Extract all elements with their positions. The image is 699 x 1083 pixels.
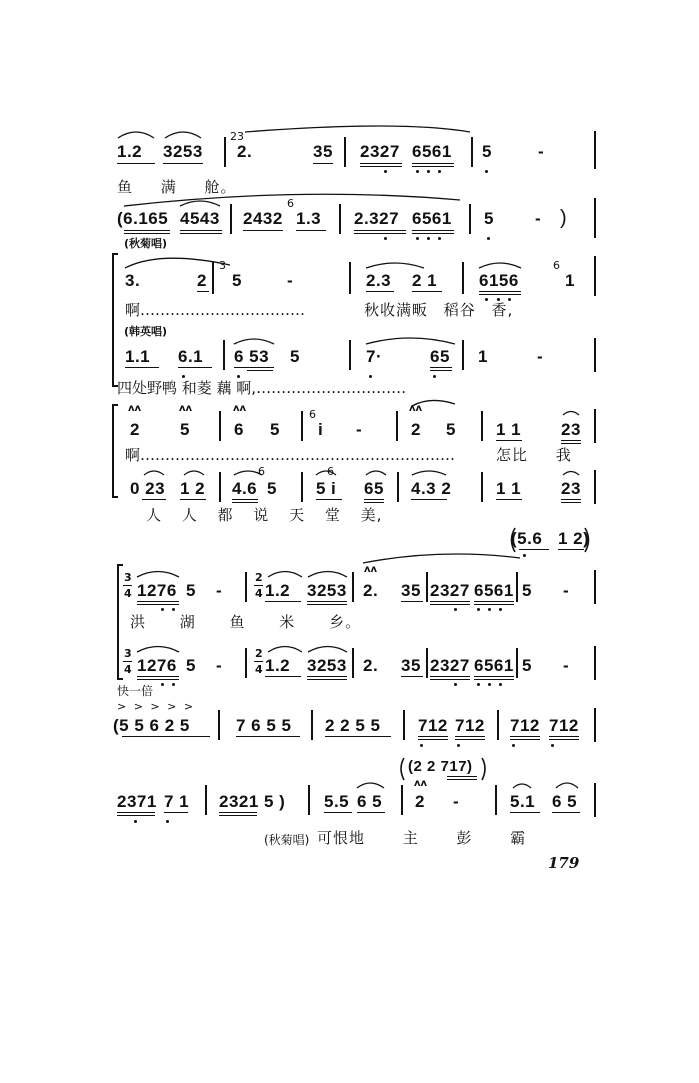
note-group: 6561	[412, 142, 452, 161]
note-group: 5	[446, 420, 456, 439]
note-group: 1 2	[180, 479, 206, 498]
note-group: 2.	[237, 142, 253, 161]
note-group: -	[538, 142, 545, 161]
grace-note: 6	[287, 197, 294, 210]
singer-label: (秋菊唱)	[264, 833, 310, 847]
note-group: 23	[561, 420, 581, 439]
accent-marks: > > > > >	[117, 700, 196, 713]
note-group: 712	[549, 716, 579, 735]
lyric-line: 四处野鸭 和菱 藕 啊,…………………………	[117, 379, 407, 397]
lyric-line: 啊……………………………	[125, 301, 306, 319]
note-group: 2327	[430, 581, 470, 600]
note-group: 2327	[360, 142, 400, 161]
note-group: 2432	[243, 209, 283, 228]
note-group: 712	[418, 716, 448, 735]
note-group: 2 2 5 5	[325, 716, 381, 735]
note-group: 7 1	[164, 792, 190, 811]
note-group: 5	[186, 581, 196, 600]
note-group: 5.5	[324, 792, 350, 811]
note-group: 1276	[137, 581, 177, 600]
time-sig-top: 2	[255, 647, 263, 660]
note-group: 7·	[366, 347, 383, 366]
note-group: 2.	[363, 656, 379, 675]
note-group: 5	[522, 581, 532, 600]
lyric-line: 人 人 都 说 天 堂 美,	[146, 506, 383, 524]
note-group: 2 1	[412, 271, 438, 290]
paren: )	[560, 207, 568, 229]
note-group: -	[216, 581, 223, 600]
note-group: 1	[565, 271, 575, 290]
note-group: -	[535, 209, 542, 228]
note-group: -	[563, 581, 570, 600]
note-group: 2.327	[354, 209, 400, 228]
lyric-line: 秋收满畈 稻谷 香,	[364, 301, 514, 319]
note-group: i	[331, 479, 337, 498]
note-group: 2.3	[366, 271, 392, 290]
note-group: 2327	[430, 656, 470, 675]
note-group: 5.1	[510, 792, 536, 811]
note-group: 6561	[412, 209, 452, 228]
note-group: 23	[561, 479, 581, 498]
note-group: 65	[364, 479, 384, 498]
grace-note: 23	[230, 130, 244, 143]
note-group: 6561	[474, 656, 514, 675]
note-group: 4.6	[232, 479, 258, 498]
note-group: 2	[415, 792, 425, 811]
note-group: 2	[130, 420, 140, 439]
note-group: 35	[401, 656, 421, 675]
lyric-line: 啊………………………………………………………	[125, 446, 456, 464]
note-group: 7 6 5 5	[236, 716, 292, 735]
note-group: 0 23	[130, 479, 166, 498]
time-sig-top: 3	[124, 571, 132, 584]
note-group: 1.2	[117, 142, 143, 161]
time-sig-bottom: 4	[255, 587, 263, 600]
note-group: 4.3 2	[411, 479, 452, 498]
note-group: 6	[234, 420, 244, 439]
time-sig-top: 2	[255, 571, 263, 584]
note-group: 2321	[219, 792, 259, 811]
note-group: 5	[270, 420, 280, 439]
note-group: 5	[522, 656, 532, 675]
note-group: 5	[482, 142, 492, 161]
note-group: 1	[478, 347, 488, 366]
note-group: 6 5	[357, 792, 383, 811]
note-group: 712	[455, 716, 485, 735]
grace-note: 6	[258, 465, 265, 478]
note-group: 2	[411, 420, 421, 439]
singer-label: (秋菊唱)	[124, 237, 168, 250]
note-group: 4543	[180, 209, 220, 228]
grace-note: 3	[219, 259, 226, 272]
note-group: 6 53	[234, 347, 270, 366]
note-group: -	[287, 271, 294, 290]
note-group: -	[216, 656, 223, 675]
lyric-line: 怎比 我	[496, 446, 572, 464]
note-group: 3253	[307, 581, 347, 600]
note-group: -	[453, 792, 460, 811]
note-group: 2.	[363, 581, 379, 600]
lyric-line: 洪 湖 鱼 米 乡。	[130, 613, 362, 631]
note-group: 5	[267, 479, 277, 498]
lyric-line: 可恨地 主 彭 霸	[317, 829, 527, 847]
note-group: 6 5	[552, 792, 578, 811]
tempo-marking: 快一倍	[117, 684, 154, 698]
note-group: -	[563, 656, 570, 675]
note-group: (5.6	[511, 529, 543, 548]
grace-note: 6	[327, 465, 334, 478]
note-group: 6.1	[178, 347, 204, 366]
singer-label: (韩英唱)	[124, 325, 168, 338]
note-group: 712	[510, 716, 540, 735]
time-sig-bottom: 4	[255, 663, 263, 676]
grace-note: 6	[309, 408, 316, 421]
note-group: 5	[290, 347, 300, 366]
note-group: 65	[430, 347, 450, 366]
note-group: 3.	[125, 271, 141, 290]
note-group: 6156	[479, 271, 519, 290]
lyric-line: 鱼 满 舱。	[117, 178, 237, 196]
note-group: 3253	[163, 142, 203, 161]
note-group: i	[318, 420, 324, 439]
time-sig-bottom: 4	[124, 663, 132, 676]
note-group: 1.2	[265, 581, 291, 600]
note-group: 1276	[137, 656, 177, 675]
note-group: 2	[197, 271, 207, 290]
note-group: 1.3	[296, 209, 322, 228]
grace-note: 6	[553, 259, 560, 272]
note-group: 2371	[117, 792, 157, 811]
note-group: -	[537, 347, 544, 366]
note-group: (5 5 6 2 5	[113, 716, 190, 735]
note-group: (2 2 717)	[408, 758, 473, 775]
note-group: -	[356, 420, 363, 439]
note-group: 5 )	[264, 792, 286, 811]
note-group: 35	[313, 142, 333, 161]
note-group: 1.2	[265, 656, 291, 675]
note-group: 1.1	[125, 347, 151, 366]
time-sig-bottom: 4	[124, 587, 132, 600]
note-group: 6561	[474, 581, 514, 600]
page-number: 179	[548, 854, 580, 872]
note-group: 5	[484, 209, 494, 228]
note-group: 5	[186, 656, 196, 675]
note-group: 35	[401, 581, 421, 600]
note-group: (6.165	[117, 209, 169, 228]
note-group: 1 2)	[558, 529, 590, 548]
note-group: 1 1	[496, 479, 522, 498]
note-group: 3253	[307, 656, 347, 675]
note-group: 5	[180, 420, 190, 439]
note-group: 5	[232, 271, 242, 290]
note-group: 5	[316, 479, 326, 498]
time-sig-top: 3	[124, 647, 132, 660]
note-group: 1 1	[496, 420, 522, 439]
